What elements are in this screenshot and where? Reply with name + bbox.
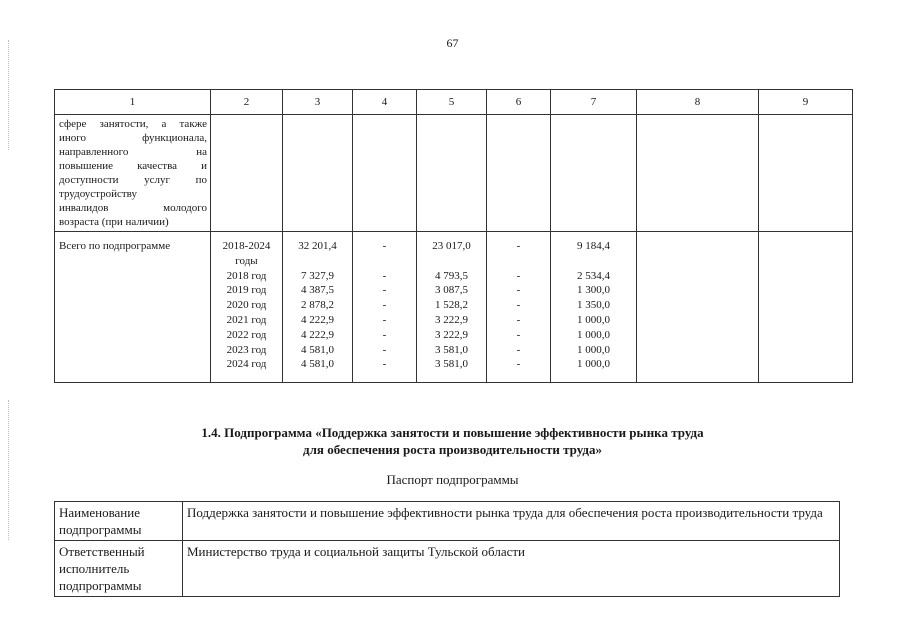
column-number: 3 — [283, 90, 353, 115]
col6-values — [487, 232, 551, 383]
col4-values — [353, 232, 417, 383]
column-number: 7 — [551, 90, 637, 115]
empty-cell — [211, 115, 283, 232]
value-cell: - — [516, 358, 521, 371]
column-number: 4 — [353, 90, 417, 115]
value-cell: - — [516, 299, 521, 312]
column-number: 2 — [211, 90, 283, 115]
passport-row — [55, 502, 840, 541]
value-cell: 2 534,4 — [577, 269, 610, 282]
value-cell: 4 222,9 — [301, 313, 334, 326]
value-cell: 1 000,0 — [577, 328, 610, 341]
value-cell: - — [516, 240, 521, 252]
empty-cell — [637, 232, 759, 383]
value-cell: - — [382, 328, 387, 341]
period-text: 2018-2024 — [222, 240, 271, 252]
page-number: 67 — [446, 36, 459, 50]
passport-table — [54, 501, 840, 597]
value-cell: 1 300,0 — [577, 284, 610, 297]
value-cell: 1 350,0 — [577, 299, 610, 312]
value-cell: 1 000,0 — [577, 358, 610, 371]
value-cell: 3 087,5 — [435, 284, 468, 297]
description-line: трудоустройству — [59, 188, 137, 200]
total-label: Всего по подпрограмме — [55, 232, 211, 383]
passport-value: Поддержка занятости и повышение эффективности рынка труда для обеспечения роста производительности труда — [183, 502, 840, 541]
passport-row — [55, 541, 840, 597]
empty-cell — [283, 115, 353, 232]
column-number: 9 — [759, 90, 853, 115]
value-cell: 2 878,2 — [301, 299, 334, 312]
passport-label: Наименование подпрограммы — [55, 502, 183, 541]
value-cell: 1 000,0 — [577, 313, 610, 326]
value-cell: - — [516, 328, 521, 341]
period-text: годы — [235, 254, 258, 267]
empty-cell — [759, 115, 853, 232]
value-cell: - — [382, 313, 387, 326]
year-label: 2018 год — [226, 269, 267, 282]
value-cell: 32 201,4 — [298, 240, 337, 252]
description-row — [55, 115, 853, 232]
description-cell — [55, 115, 211, 232]
column-number: 5 — [417, 90, 487, 115]
value-cell: 1 528,2 — [435, 299, 468, 312]
col7-values — [551, 232, 637, 383]
empty-cell — [759, 232, 853, 383]
passport-value: Министерство труда и социальной защиты Тульской области — [183, 541, 840, 597]
value-cell: 4 581,0 — [301, 343, 334, 356]
col3-values — [283, 232, 353, 383]
empty-cell — [487, 115, 551, 232]
year-label: 2020 год — [226, 299, 267, 312]
description-line: сфере занятости, а также — [59, 118, 207, 130]
value-cell — [417, 254, 486, 269]
year-label: 2022 год — [226, 328, 267, 341]
passport-title: Паспорт подпрограммы — [386, 472, 519, 487]
heading-line: для обеспечения роста производительности труда» — [303, 442, 602, 457]
value-cell: 23 017,0 — [432, 240, 471, 252]
description-line: направленного на — [59, 146, 207, 158]
description-line: доступности услуг по — [59, 174, 207, 186]
scan-edge-mark — [8, 400, 9, 540]
column-number: 6 — [487, 90, 551, 115]
value-cell: 1 000,0 — [577, 343, 610, 356]
col5-values — [417, 232, 487, 383]
value-cell: - — [382, 240, 387, 252]
value-cell: - — [382, 284, 387, 297]
value-cell: 3 222,9 — [435, 313, 468, 326]
description-line: инвалидов молодого — [59, 202, 207, 214]
value-cell: - — [516, 343, 521, 356]
year-label: 2019 год — [226, 284, 267, 297]
value-cell — [551, 254, 636, 269]
heading-line: 1.4. Подпрограмма «Поддержка занятости и повышение эффективности рынка труда — [201, 425, 704, 440]
budget-table — [54, 89, 853, 383]
value-cell: 9 184,4 — [577, 240, 610, 252]
description-line: возраста (при наличии) — [59, 216, 169, 228]
value-cell — [353, 254, 416, 269]
empty-cell — [551, 115, 637, 232]
value-cell: 7 327,9 — [301, 269, 334, 282]
value-cell: 3 581,0 — [435, 343, 468, 356]
empty-cell — [353, 115, 417, 232]
value-cell: - — [382, 343, 387, 356]
year-label: 2021 год — [226, 313, 267, 326]
value-cell: 4 793,5 — [435, 269, 468, 282]
value-cell: - — [516, 284, 521, 297]
description-line: иного функционала, — [59, 132, 207, 144]
value-cell: 3 581,0 — [435, 358, 468, 371]
value-cell: - — [516, 269, 521, 282]
value-cell — [487, 254, 550, 269]
value-cell — [283, 254, 352, 269]
value-cell: - — [382, 269, 387, 282]
passport-label: Ответственный исполнитель подпрограммы — [55, 541, 183, 597]
total-row — [55, 232, 853, 383]
value-cell: 4 387,5 — [301, 284, 334, 297]
column-number-row — [55, 90, 853, 115]
value-cell: - — [382, 358, 387, 371]
value-cell: - — [382, 299, 387, 312]
value-cell: 3 222,9 — [435, 328, 468, 341]
column-number: 8 — [637, 90, 759, 115]
period-column — [211, 232, 283, 383]
year-label: 2023 год — [226, 343, 267, 356]
empty-cell — [637, 115, 759, 232]
value-cell: 4 222,9 — [301, 328, 334, 341]
year-label: 2024 год — [226, 358, 267, 371]
column-number: 1 — [55, 90, 211, 115]
section-heading — [0, 424, 905, 458]
description-line: повышение качества и — [59, 160, 207, 172]
scan-edge-mark — [8, 40, 9, 150]
value-cell: - — [516, 313, 521, 326]
empty-cell — [417, 115, 487, 232]
value-cell: 4 581,0 — [301, 358, 334, 371]
